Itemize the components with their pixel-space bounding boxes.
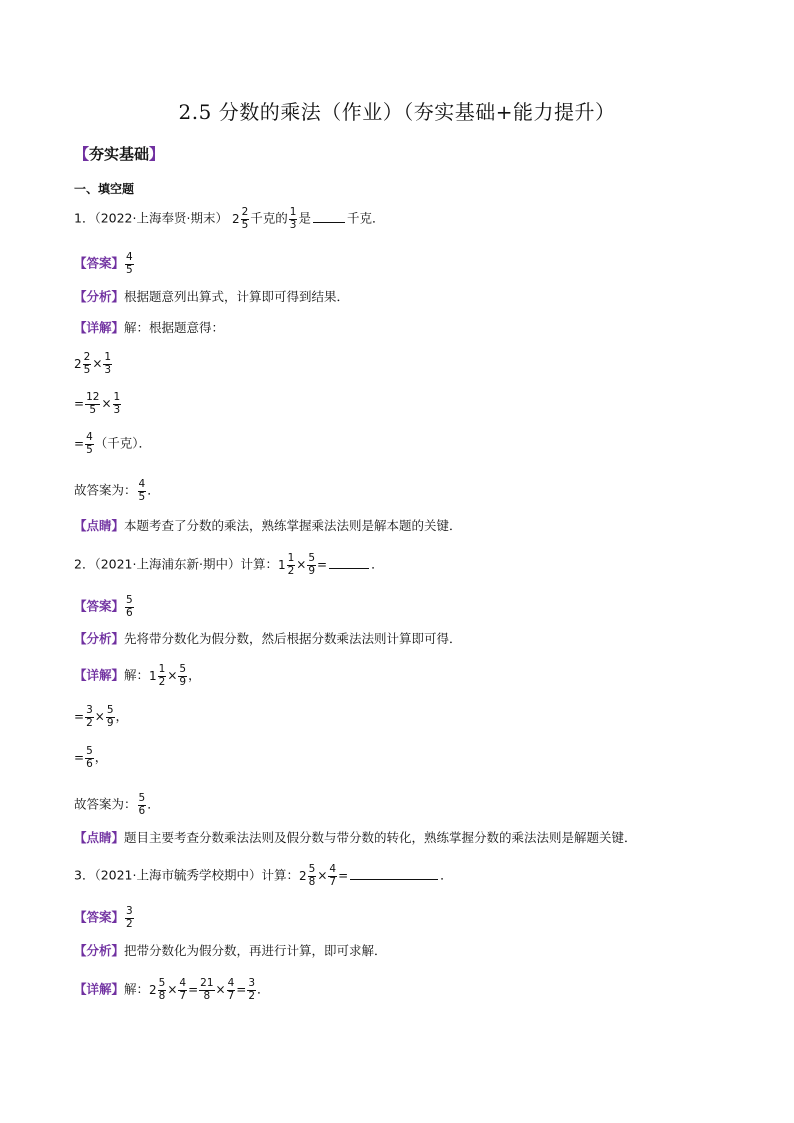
math-text: 7 (329, 875, 337, 888)
math-text: × (92, 356, 103, 371)
math-text: 2． (74, 556, 95, 572)
math-text: 5 (106, 704, 114, 716)
q1-answer-blank[interactable] (313, 221, 345, 223)
math-text: 5 (179, 663, 187, 675)
math-text: 题目主要考查分数乘法法则及假分数与带分数的转化，熟练掌握分数的乘法法则是解题关键． (124, 830, 637, 845)
math-text: 3 (126, 905, 133, 917)
q1-answer (74, 252, 135, 276)
math-text: 2 (149, 983, 157, 998)
q1-final (74, 479, 160, 503)
q1-step1 (74, 352, 113, 376)
math-text: 6 (86, 757, 93, 770)
q1-question (74, 207, 385, 231)
math-text: × (296, 557, 307, 572)
q1-frac1 (241, 207, 250, 231)
math-text: 3 (86, 704, 93, 716)
math-text: = (338, 868, 349, 883)
math-text: （2021·上海市毓秀学校期中）计算： (94, 867, 299, 883)
math-text: 4 (138, 478, 146, 490)
math-text: = (74, 709, 85, 724)
math-text: 4 (179, 977, 187, 989)
math-text: 故答案为： (74, 796, 137, 812)
math-text: 6 (126, 606, 133, 619)
math-text: 2 (287, 564, 295, 577)
fraction (138, 793, 147, 817)
math-text: 21 (200, 977, 214, 989)
math-text: 9 (106, 716, 114, 729)
q2-final (74, 793, 160, 817)
math-text: 6 (138, 804, 146, 817)
q1-step3 (74, 432, 151, 456)
q1-point (74, 520, 462, 533)
math-text: 5 (126, 594, 133, 606)
q1-whole: 2 (231, 212, 240, 227)
q2-answer (74, 595, 135, 619)
math-text: 3 (248, 977, 256, 989)
math-text: 4 (86, 431, 93, 443)
q1-point-text: 本题考查了分数的乘法，熟练掌握乘法法则是解本题的关键． (124, 518, 462, 533)
section-close-bracket: 】 (149, 145, 165, 163)
q1-source: （2022·上海奉贤·期末） (94, 210, 228, 226)
fraction (328, 864, 337, 888)
q3-detail (74, 978, 270, 1002)
section-label: 夯实基础 (89, 145, 150, 163)
math-text: 1 (104, 351, 112, 363)
fraction (113, 392, 122, 416)
q1-number: 1． (74, 210, 95, 226)
fraction (85, 432, 94, 456)
part-heading: 一、填空题 (74, 182, 135, 196)
fraction (247, 978, 256, 1002)
math-text: 5 (83, 363, 91, 376)
fraction (85, 705, 94, 729)
fraction (158, 978, 167, 1002)
math-text: 5 (138, 490, 146, 503)
fraction (178, 664, 187, 688)
math-text: ， (94, 749, 108, 765)
math-text: 【点睛】 (74, 830, 125, 845)
math-text: （2021·上海浦东新·期中）计算： (94, 556, 278, 572)
math-text: 3． (74, 867, 95, 883)
math-text: = (236, 982, 247, 997)
math-text: × (167, 668, 178, 683)
math-text: 5 (308, 552, 316, 564)
math-text: 2 (86, 716, 93, 729)
math-text: = (188, 982, 199, 997)
math-text: 4 (329, 863, 337, 875)
fraction (85, 392, 100, 416)
math-text: 4 (227, 977, 235, 989)
math-text: 9 (308, 564, 316, 577)
math-text: ． (257, 981, 270, 997)
math-text: 2 (83, 351, 91, 363)
math-text: 2 (241, 206, 249, 218)
math-text: 8 (203, 989, 211, 1002)
math-text: 把带分数化为假分数，再进行计算，即可求解． (124, 943, 387, 958)
math-text: 4 (126, 251, 133, 263)
math-text: 2 (299, 869, 307, 884)
math-text: 1 (113, 391, 121, 403)
math-text: ， (188, 667, 201, 683)
q1-point-tag: 【点睛】 (74, 518, 125, 533)
fraction (83, 352, 92, 376)
math-text: 5 (86, 745, 93, 757)
fraction (287, 553, 296, 577)
section-heading (74, 143, 164, 164)
math-text: = (74, 750, 85, 765)
math-text: 2 (248, 989, 256, 1002)
q1-mid: 千克的 (250, 210, 288, 226)
math-text: ． (147, 796, 160, 812)
math-text: 1 (277, 558, 286, 573)
math-text: ． (440, 867, 453, 883)
q1-end: 千克． (347, 210, 385, 226)
math-text: 故答案为： (74, 482, 137, 498)
page-title: 2.5 分数的乘法（作业）（夯实基础+能力提升） (178, 100, 616, 124)
q3-answer (74, 906, 135, 930)
fraction (106, 705, 115, 729)
q1-detail-tag: 【详解】 (74, 320, 125, 335)
math-text: 1 (149, 669, 157, 684)
q1-answer-frac (125, 252, 134, 276)
math-text: 8 (308, 875, 316, 888)
math-text: = (74, 396, 85, 411)
fraction (138, 479, 147, 503)
math-text: × (317, 868, 328, 883)
math-text: 先将带分数化为假分数，然后根据分数乘法法则计算即可得． (124, 631, 462, 646)
q2-detail (74, 664, 201, 688)
q1-step2 (74, 392, 122, 416)
q1-analysis-text: 根据题意列出算式，计算即可得到结果． (124, 289, 350, 304)
math-text: 12 (86, 391, 100, 403)
q1-tail: 是 (298, 210, 311, 226)
q3-question (74, 864, 453, 888)
math-text: 解： (124, 981, 150, 997)
fraction (125, 595, 134, 619)
q2-analysis (74, 633, 462, 646)
math-text: × (101, 396, 112, 411)
q2-step3 (74, 746, 107, 770)
q1-frac2 (289, 207, 298, 231)
math-text: 3 (289, 218, 297, 231)
fraction (103, 352, 112, 376)
math-text: 【答案】 (74, 909, 125, 925)
math-text: 3 (113, 403, 121, 416)
math-text: 5 (86, 443, 93, 456)
math-text: 5 (308, 863, 316, 875)
section-open-bracket: 【 (74, 145, 90, 163)
fraction (199, 978, 214, 1002)
math-text: ． (371, 556, 384, 572)
math-text: 5 (138, 792, 146, 804)
fraction (178, 978, 187, 1002)
math-text: 1 (289, 206, 297, 218)
q1-answer-tag: 【答案】 (74, 255, 125, 271)
math-text: 【答案】 (74, 598, 125, 614)
math-text: 5 (126, 263, 133, 276)
fraction (85, 746, 94, 770)
math-text: × (167, 982, 178, 997)
math-text: 【分析】 (74, 943, 125, 958)
q2-question (74, 553, 384, 577)
math-text: ， (115, 708, 129, 724)
math-text: 【详解】 (74, 667, 125, 683)
math-text: 7 (227, 989, 235, 1002)
fraction (158, 664, 167, 688)
math-text: 2 (74, 357, 82, 372)
math-text: 7 (179, 989, 187, 1002)
q2-step2 (74, 705, 128, 729)
math-text: 2 (126, 917, 133, 930)
math-text: 9 (179, 675, 187, 688)
math-text: × (215, 982, 226, 997)
fraction (227, 978, 236, 1002)
q2-answer-blank[interactable] (329, 567, 369, 569)
q1-analysis-tag: 【分析】 (74, 289, 125, 304)
fraction (125, 906, 134, 930)
math-text: 5 (158, 977, 166, 989)
fraction (308, 864, 317, 888)
q3-analysis (74, 945, 387, 958)
math-text: 1 (158, 663, 166, 675)
math-text: 5 (241, 218, 249, 231)
q3-answer-blank[interactable] (350, 878, 438, 880)
math-text: 1 (287, 552, 295, 564)
fraction (307, 553, 316, 577)
q2-point (74, 832, 637, 845)
math-text: （千克）． (94, 435, 152, 451)
math-text: 5 (89, 403, 97, 416)
math-text: ． (147, 482, 160, 498)
q1-detail (74, 322, 224, 335)
math-text: 【详解】 (74, 981, 125, 997)
math-text: = (317, 557, 328, 572)
q1-analysis (74, 291, 349, 304)
q1-detail-text: 解：根据题意得： (124, 320, 225, 335)
math-text: × (94, 709, 105, 724)
math-text: 2 (158, 675, 166, 688)
math-text: 3 (104, 363, 112, 376)
math-text: = (74, 436, 85, 451)
math-text: 解： (124, 667, 150, 683)
math-text: 8 (158, 989, 166, 1002)
math-text: 【分析】 (74, 631, 125, 646)
